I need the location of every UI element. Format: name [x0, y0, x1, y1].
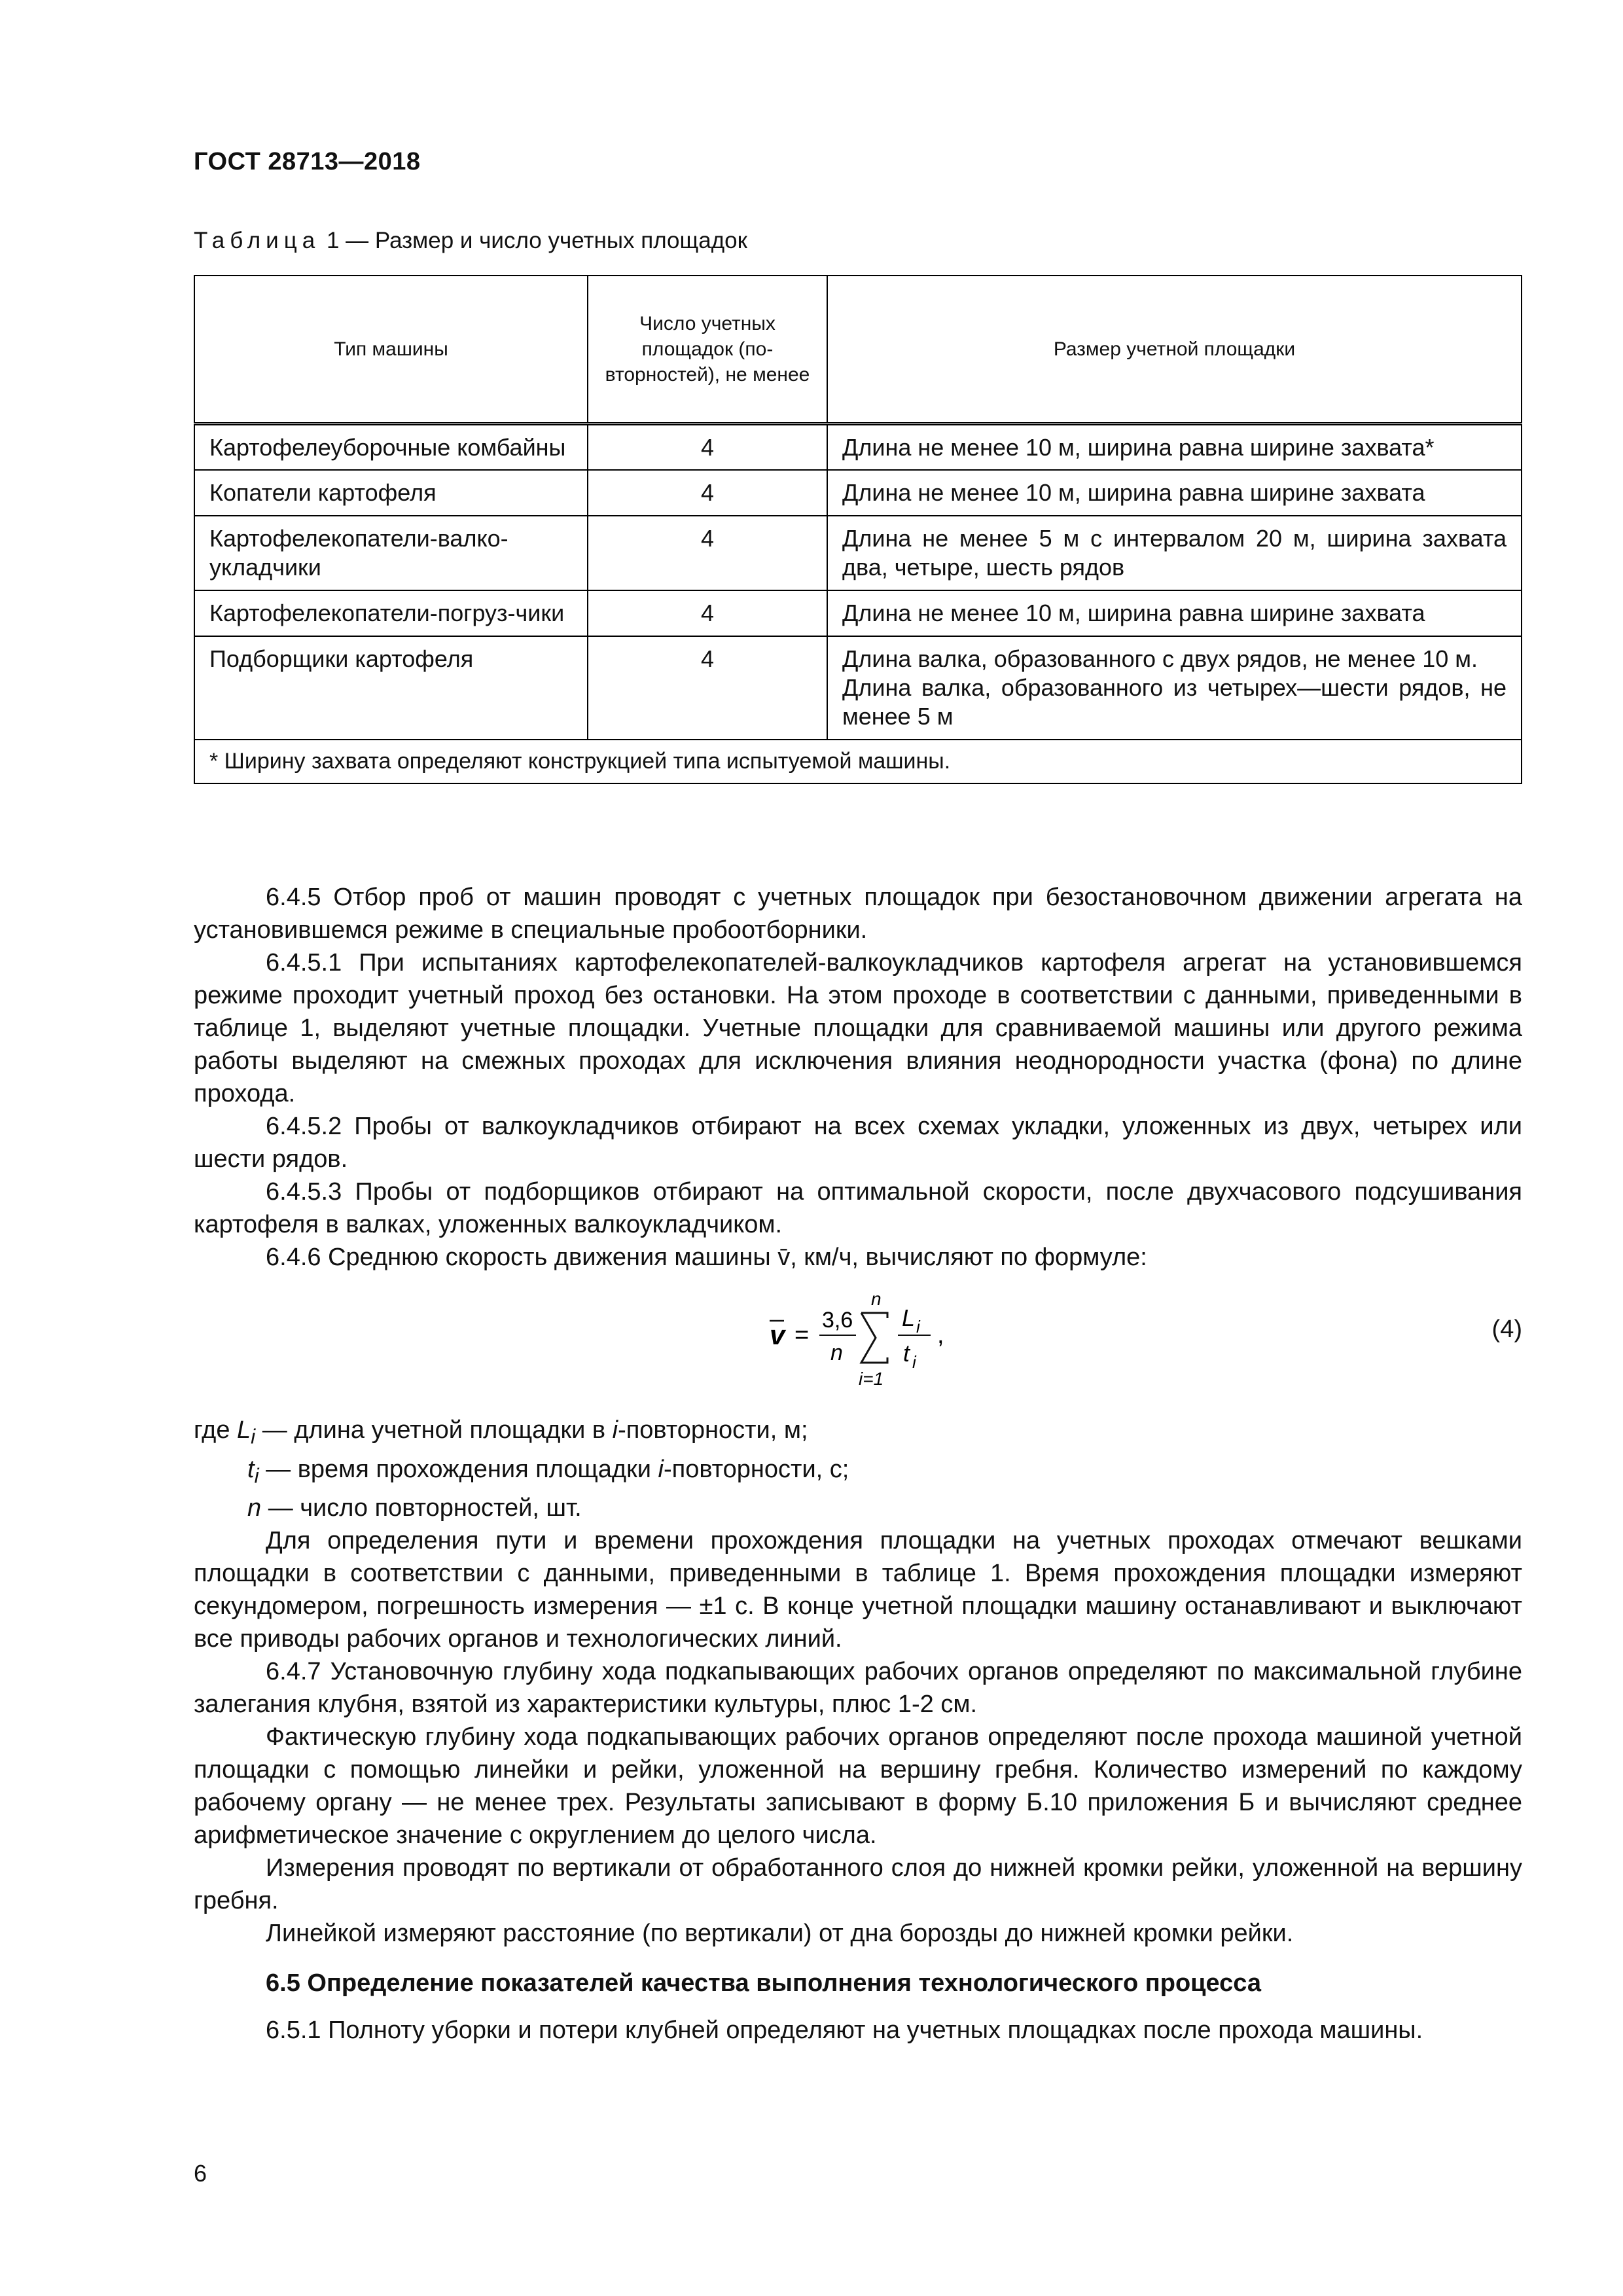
table-row — [194, 636, 1522, 740]
cell-machine-type: Подборщики картофеля — [194, 636, 588, 740]
document-header: ГОСТ 28713—2018 — [194, 148, 421, 175]
legend-italic-i: i — [658, 1455, 664, 1483]
paragraph-actual-depth: Фактическую глубину хода подкапывающих рабочих органов определяют после прохода машиной учетной площадки с помощью линейки и рейки, уложенной на вершину гребня. Количество измерений по каждому рабочему органу — не менее трех. Результаты записывают в форму Б.10 приложения Б и вычисляют среднее арифметическое значение с округлением до целого числа. — [194, 1723, 1522, 1850]
legend-symbol-n: n — [247, 1494, 262, 1522]
coef-denominator: n — [830, 1340, 843, 1365]
legend-text-L-tail: -повторности, м; — [618, 1416, 808, 1444]
cell-machine-type: Картофелекопатели-погруз-чики — [194, 590, 588, 636]
fraction-denominator: t — [903, 1340, 910, 1367]
table-caption — [194, 228, 747, 254]
legend-row-n — [194, 1492, 1522, 1524]
column-header-count: Число учетных площадок (по-вторностей), не менее — [588, 276, 827, 423]
formula-number: (4) — [1491, 1316, 1522, 1343]
cell-machine-type: Картофелеуборочные комбайны — [194, 423, 588, 470]
formula-legend — [194, 1414, 1522, 1524]
paragraph-6-4-5-3: 6.4.5.3 Пробы от подборщиков отбирают на оптимальной скорости, после двухчасового подсушивания картофеля в валках, уложенных валкоукладчиком. — [194, 1178, 1522, 1238]
paragraph-path-time: Для определения пути и времени прохождения площадки на учетных проходах отмечают вешками площадки в соответствии с данными, приведенными в таблице 1. Время прохождения площадки измеряют секундомером, погрешность измерения — ±1 с. В конце учетной площадки машину останавливают и выключают все приводы рабочих органов и технологических линий. — [194, 1527, 1522, 1653]
paragraph-ruler: Линейкой измеряют расстояние (по вертикали) от дна борозды до нижней кромки рейки. — [266, 1920, 1294, 1948]
denominator-index: i — [912, 1352, 916, 1372]
body-text — [194, 881, 1522, 2047]
cell-size: Длина не менее 5 м с интервалом 20 м, ширина захвата два, четыре, шесть рядов — [827, 516, 1522, 590]
cell-count: 4 — [588, 590, 827, 636]
cell-size-line: Длина валка, образованного с двух рядов, не менее 10 м. — [842, 645, 1478, 673]
legend-text-t: — время прохождения площадки — [259, 1455, 658, 1483]
table-row — [194, 590, 1522, 636]
table-row — [194, 516, 1522, 590]
legend-text-t-tail: -повторности, с; — [663, 1455, 849, 1483]
column-header-machine-type: Тип машины — [194, 276, 588, 423]
formula-4 — [194, 1280, 1522, 1398]
cell-count: 4 — [588, 516, 827, 590]
cell-machine-type: Копатели картофеля — [194, 470, 588, 516]
fraction-numerator: L — [902, 1304, 916, 1331]
table-1 — [194, 275, 1522, 784]
legend-row-t — [194, 1453, 1522, 1492]
legend-row-L — [194, 1414, 1522, 1453]
cell-size: Длина не менее 10 м, ширина равна ширине захвата* — [827, 423, 1522, 470]
legend-symbol-t-index: i — [254, 1463, 259, 1488]
formula-expression — [763, 1280, 979, 1398]
coef-numerator: 3,6 — [822, 1308, 853, 1333]
formula-lhs: v — [770, 1319, 785, 1350]
sum-top: n — [871, 1289, 882, 1309]
table-footnote-row — [194, 740, 1522, 783]
table-row — [194, 423, 1522, 470]
sum-symbol — [861, 1313, 887, 1363]
legend-text-L: — длина учетной площадки в — [255, 1416, 613, 1444]
numerator-index: i — [916, 1317, 920, 1336]
formula-equals: = — [794, 1321, 810, 1349]
cell-size — [827, 636, 1522, 740]
cell-count: 4 — [588, 636, 827, 740]
paragraph-6-4-6: 6.4.6 Среднюю скорость движения машины v̄, км/ч, вычисляют по формуле: — [266, 1244, 1147, 1271]
paragraph-6-4-5: 6.4.5 Отбор проб от машин проводят с учетных площадок при безостановочном движении агрегата на установившемся режиме в специальные пробоотборники. — [194, 884, 1522, 944]
table-header-row — [194, 276, 1522, 423]
table-footnote: * Ширину захвата определяют конструкцией типа испытуемой машины. — [194, 740, 1522, 783]
paragraph-6-4-5-2: 6.4.5.2 Пробы от валкоукладчиков отбирают на всех схемах укладки, уложенных из двух, четырех или шести рядов. — [194, 1113, 1522, 1173]
paragraph-6-5-1: 6.5.1 Полноту уборки и потери клубней определяют на учетных площадках после прохода машины. — [266, 2017, 1423, 2045]
cell-size: Длина не менее 10 м, ширина равна ширине захвата — [827, 590, 1522, 636]
legend-symbol-L-index: i — [251, 1424, 256, 1448]
section-heading-6-5: 6.5 Определение показателей качества выполнения технологического процесса — [266, 1969, 1262, 1998]
legend-where: где — [194, 1416, 230, 1444]
cell-count: 4 — [588, 423, 827, 470]
legend-italic-i: i — [612, 1416, 618, 1444]
cell-size-line: Длина валка, образованного из четырех—шести рядов, не менее 5 м — [842, 673, 1507, 730]
legend-text-n: — число повторностей, шт. — [261, 1494, 582, 1522]
legend-symbol-t: t — [247, 1455, 255, 1483]
paragraph-measurements: Измерения проводят по вертикали от обработанного слоя до нижней кромки рейки, уложенной на вершину гребня. — [194, 1854, 1522, 1915]
formula-trail: , — [937, 1321, 944, 1349]
page-number: 6 — [194, 2160, 207, 2187]
paragraph-6-4-7: 6.4.7 Установочную глубину хода подкапывающих рабочих органов определяют по максимальной глубине залегания клубня, взятой из характеристики культуры, плюс 1-2 см. — [194, 1658, 1522, 1719]
cell-machine-type: Картофелекопатели-валко-укладчики — [194, 516, 588, 590]
cell-size: Длина не менее 10 м, ширина равна ширине захвата — [827, 470, 1522, 516]
legend-symbol-L: L — [237, 1416, 251, 1444]
table-caption-word: Таблица — [194, 228, 321, 253]
table-row — [194, 470, 1522, 516]
paragraph-6-4-5-1: 6.4.5.1 При испытаниях картофелекопателей-валкоукладчиков картофеля агрегат на установившемся режиме проходит учетный проход без остановки. На этом проходе в соответствии с данными, приведенными в таблице 1, выделяют учетные площадки. Учетные площадки для сравниваемой машины или другого режима работы выделяют на смежных проходах для исключения влияния неоднородности участка (фона) по длине прохода. — [194, 949, 1522, 1107]
column-header-size: Размер учетной площадки — [827, 276, 1522, 423]
sum-bottom: i=1 — [859, 1369, 884, 1389]
table-caption-title: 1 — Размер и число учетных площадок — [326, 228, 747, 253]
cell-count: 4 — [588, 470, 827, 516]
